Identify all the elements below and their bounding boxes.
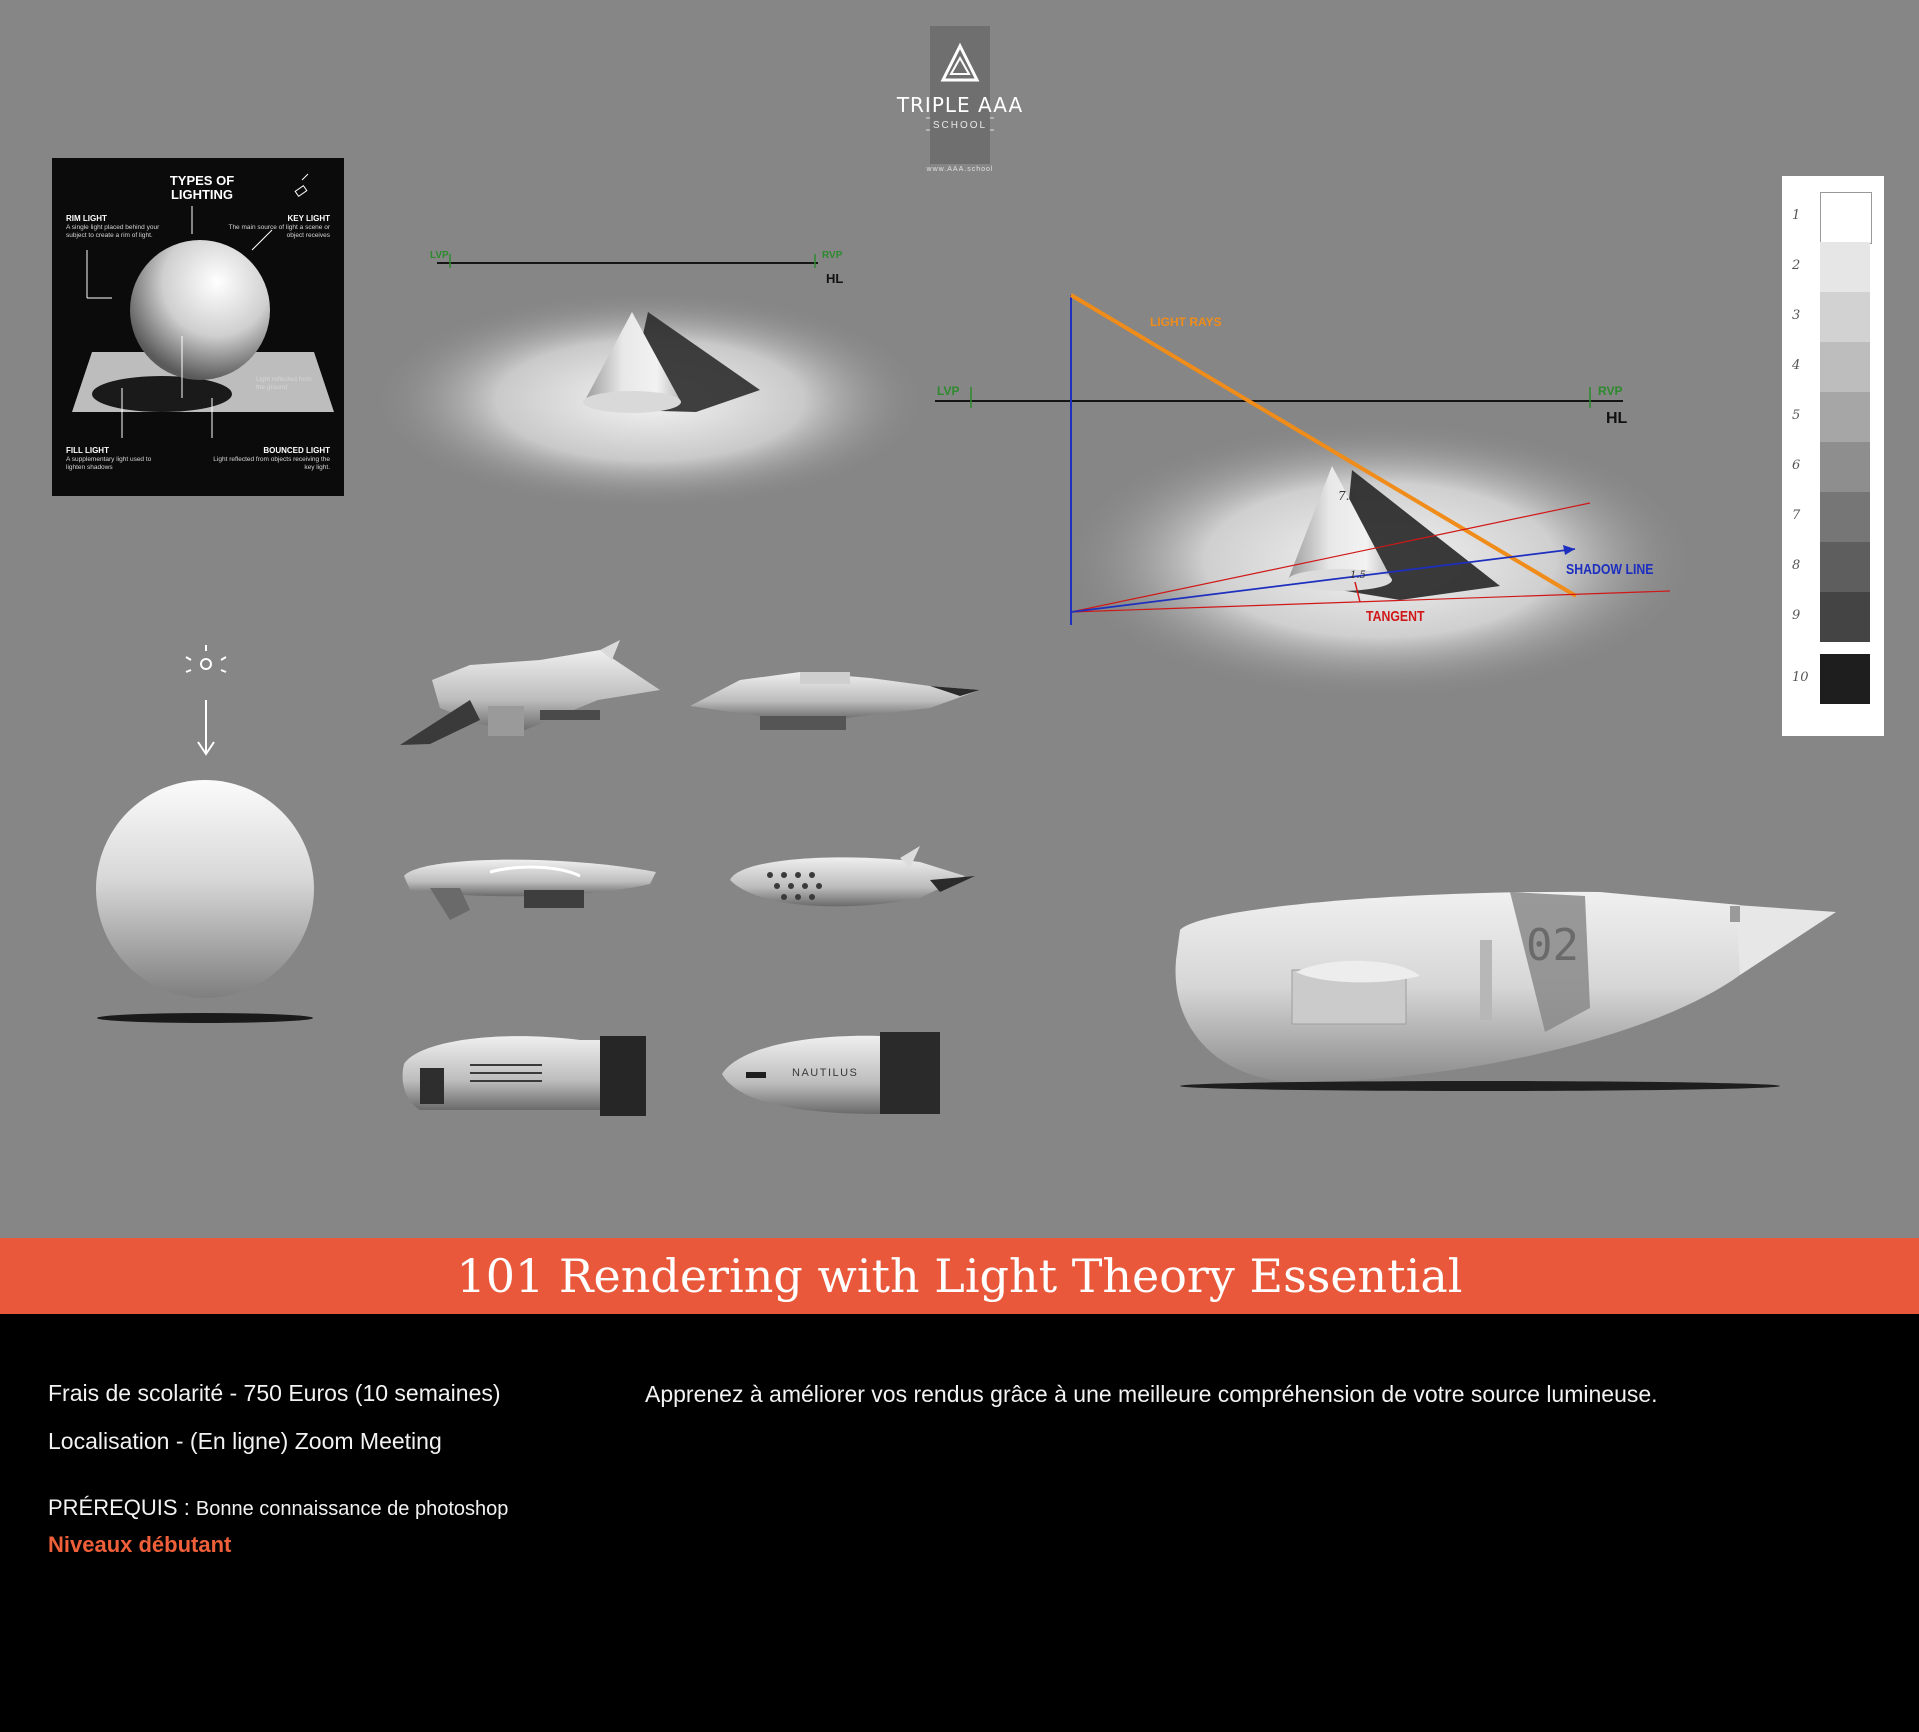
value-scale-swatch (1820, 592, 1870, 642)
lighting-card-title: TYPES OF LIGHTING (169, 173, 235, 202)
rim-light-label: RIM LIGHT (66, 214, 107, 223)
large-rvp-label: RVP (1598, 384, 1623, 398)
shaded-sphere (96, 780, 314, 1023)
value-scale-swatch (1820, 392, 1870, 442)
small-rvp-label: RVP (822, 250, 843, 261)
sun-icon (186, 645, 226, 672)
value-scale-number: 2 (1792, 258, 1801, 273)
value-scale-number: 1 (1792, 208, 1801, 223)
value-scale-number: 5 (1792, 408, 1801, 423)
key-light-desc: The main source of light a scene or object receives (228, 224, 330, 239)
value-scale-swatch (1820, 292, 1870, 342)
rim-light-desc: A single light placed behind your subject to create a rim of light. (66, 224, 160, 239)
value-scale-number: 4 (1792, 358, 1801, 373)
prereq-value: Bonne connaissance de photoshop (195, 1498, 509, 1520)
tangent-label: TANGENT (1366, 608, 1425, 625)
value-scale-number: 8 (1792, 558, 1801, 573)
ship-render-2 (690, 672, 980, 730)
value-scale-swatch (1820, 192, 1872, 244)
value-scale-number: 10 (1792, 670, 1809, 685)
title-banner (0, 1238, 1919, 1314)
ship-render-5 (403, 1036, 646, 1116)
logo-url: www.AAA.school (926, 166, 994, 173)
hull-ship-render (1176, 892, 1836, 1091)
value-scale-swatch (1820, 654, 1870, 704)
value-scale-chart (1782, 176, 1884, 736)
logo-subtitle: SCHOOL (932, 120, 988, 131)
ship-render-1 (400, 640, 660, 745)
horizon-line-small (437, 254, 818, 268)
level-text: Niveaux débutant (48, 1532, 232, 1557)
lighting-types-card (52, 158, 344, 496)
perspective-diagram (935, 295, 1700, 700)
value-scale-swatch (1820, 242, 1870, 292)
value-scale-swatch (1820, 492, 1870, 542)
reflected-light-note: Light reflected from the ground (256, 376, 312, 391)
hull-number: 02 (1526, 920, 1579, 971)
location-text: Localisation - (En ligne) Zoom Meeting (48, 1428, 442, 1454)
value-scale-number: 9 (1792, 608, 1801, 623)
small-cone-render (370, 290, 930, 510)
value-scale-swatch (1820, 342, 1870, 392)
logo-title: TRIPLE AAA (896, 93, 1024, 117)
value-scale-number: 6 (1792, 458, 1801, 473)
shadow-line-label: SHADOW LINE (1566, 561, 1654, 578)
key-light-label: KEY LIGHT (287, 214, 330, 223)
value-scale-number: 7 (1792, 508, 1801, 523)
prerequisites (48, 1495, 508, 1521)
large-hl-label: HL (1606, 410, 1628, 427)
value-scale-swatch (1820, 542, 1870, 592)
small-hl-label: HL (826, 271, 844, 286)
course-description: Apprenez à améliorer vos rendus grâce à une meilleure compréhension de votre source lumineuse. (645, 1381, 1658, 1407)
tuition-text: Frais de scolarité - 750 Euros (10 semaines) (48, 1380, 501, 1406)
ship-render-3 (404, 860, 656, 920)
value-scale-swatch (1820, 442, 1870, 492)
cone-note: 7.5 (1338, 489, 1358, 503)
fill-light-desc: A supplementary light used to lighten shadows (66, 456, 152, 471)
base-note: 1.5 (1350, 570, 1366, 581)
bounced-light-desc: Light reflected from objects receiving the key light. (213, 456, 330, 471)
flashlight-icon (295, 174, 308, 196)
light-rays-label: LIGHT RAYS (1150, 315, 1222, 329)
large-lvp-label: LVP (937, 384, 960, 398)
arrow-down-icon (198, 700, 214, 754)
prereq-label: PRÉREQUIS : (48, 1495, 196, 1520)
value-scale-number: 3 (1792, 308, 1801, 323)
ship-render-4 (730, 846, 975, 906)
course-title: 101 Rendering with Light Theory Essential (456, 1249, 1463, 1303)
small-lvp-label: LVP (430, 250, 449, 261)
nautilus-label: NAUTILUS (792, 1067, 859, 1079)
fill-light-label: FILL LIGHT (66, 446, 109, 455)
bounced-light-label: BOUNCED LIGHT (263, 446, 330, 455)
